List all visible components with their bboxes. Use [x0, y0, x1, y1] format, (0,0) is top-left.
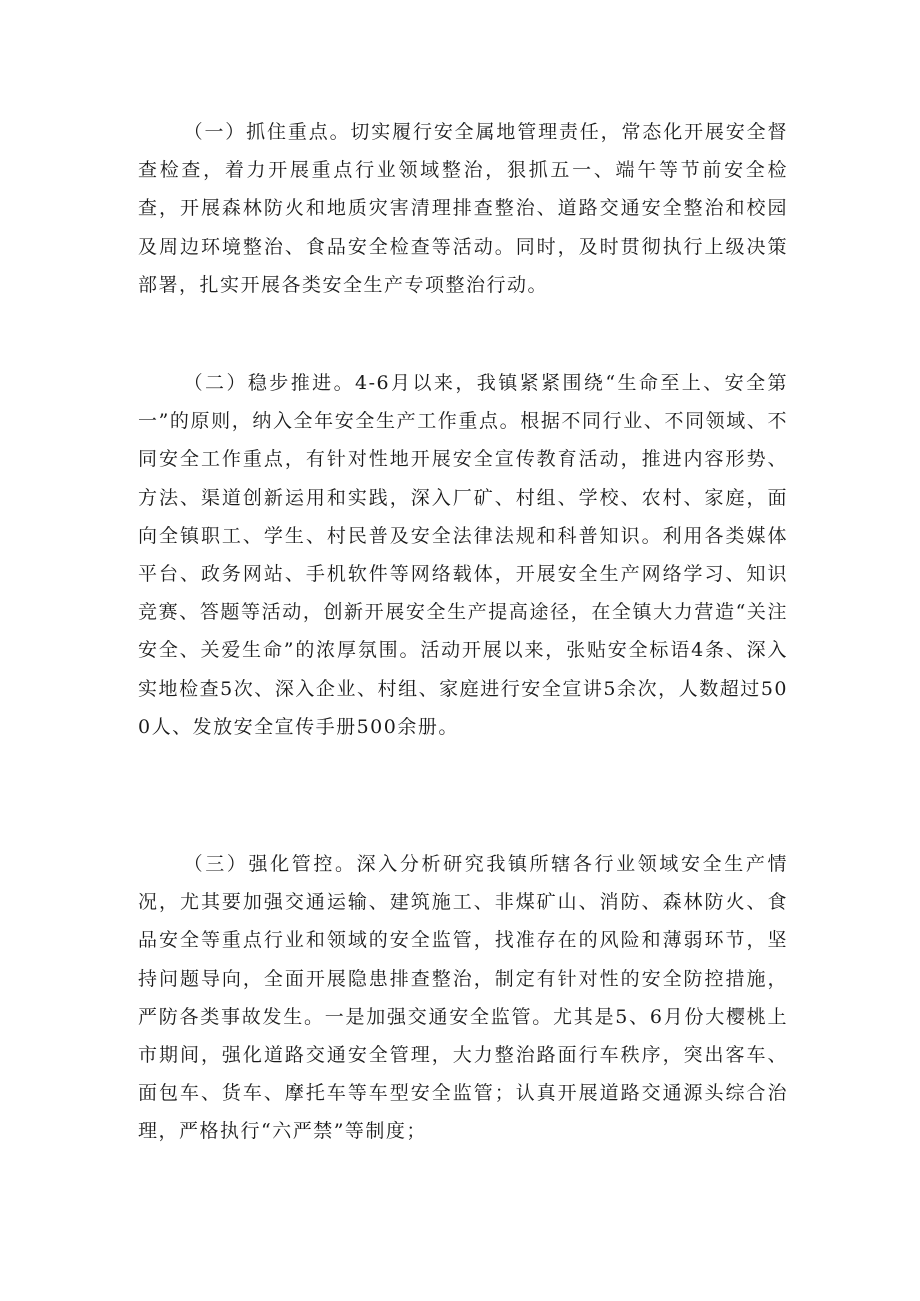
paragraph-2: （二）稳步推进。4-6月以来，我镇紧紧围绕“生命至上、安全第一”的原则，纳入全年安全生产工作重点。根据不同行业、不同领域、不同安全工作重点，有针对性地开展安全宣传教育活动，推进内容形势、方法、渠道创新运用和实践，深入厂矿、村组、学校、农村、家庭，面向全镇职工、学生、村民普及安全法律法规和科普知识。利用各类媒体平台、政务网站、手机软件等网络载体，开展安全生产网络学习、知识竞赛、答题等活动，创新开展安全生产提高途径，在全镇大力营造“关注安全、关爱生命”的浓厚氛围。活动开展以来，张贴安全标语4条、深入实地检查5次、深入企业、村组、家庭进行安全宣讲5余次，人数超过500人、发放安全宣传手册500余册。: [138, 372, 788, 738]
paragraph-1: （一）抓住重点。切实履行安全属地管理责任，常态化开展安全督查检查，着力开展重点行业领域整治，狠抓五一、端午等节前安全检查，开展森林防火和地质灾害清理排查整治、道路交通安全整治和校园及周边环境整治、食品安全检查等活动。同时，及时贯彻执行上级决策部署，扎实开展各类安全生产专项整治行动。: [138, 121, 788, 296]
paragraph-3: （三）强化管控。深入分析研究我镇所辖各行业领域安全生产情况，尤其要加强交通运输、建筑施工、非煤矿山、消防、森林防火、食品安全等重点行业和领域的安全监管，找准存在的风险和薄弱环节，坚持问题导向，全面开展隐患排查整治，制定有针对性的安全防控措施，严防各类事故发生。一是加强交通安全监管。尤其是5、6月份大樱桃上市期间，强化道路交通安全管理，大力整治路面行车秩序，突出客车、面包车、货车、摩托车等车型安全监管；认真开展道路交通源头综合治理，严格执行“六严禁”等制度；: [138, 853, 788, 1143]
